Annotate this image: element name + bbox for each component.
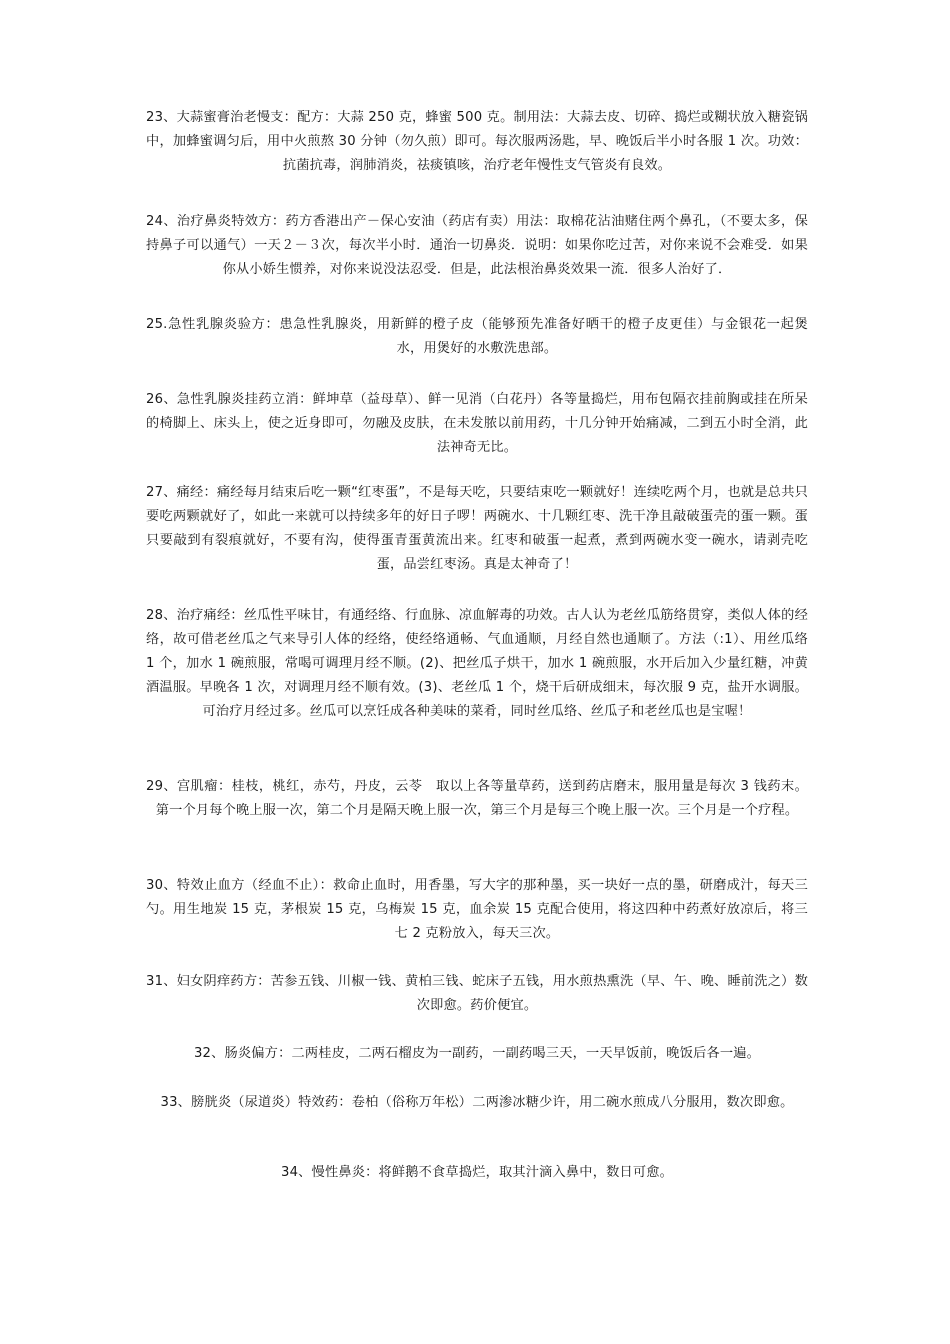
remedy-paragraph-33: 33、膀胱炎（尿道炎）特效药：卷柏（俗称万年松）二两渗冰糖少许，用二碗水煎成八分服用，数次即愈。 (160, 1095, 794, 1110)
remedy-paragraph-23: 23、大蒜蜜膏治老慢支：配方：大蒜 250 克，蜂蜜 500 克。制用法：大蒜去皮、切碎、捣烂或糊状放入糖瓷锅中，加蜂蜜调匀后，用中火煎熬 30 分钟（勿久煎）即可。每次服两汤匙，早、晚饭后半小时各服 1 次。功效：抗菌抗毒，润肺消炎，祛痰镇咳，治疗老年慢性支气管炎有良效。 (146, 110, 808, 173)
remedy-paragraph-26: 26、急性乳腺炎挂药立消：鲜坤草（益母草）、鲜一见消（白花丹）各等量捣烂，用布包隔衣挂前胸或挂在所呆的椅脚上、床头上，使之近身即可，勿融及皮肤，在未发脓以前用药，十几分钟开始痛减，二到五小时全消，此法神奇无比。 (146, 392, 808, 455)
remedy-paragraph-31: 31、妇女阴痒药方：苦参五钱、川椒一钱、黄柏三钱、蛇床子五钱，用水煎热熏洗（早、午、晚、睡前洗之）数次即愈。药价便宜。 (146, 974, 808, 1013)
remedy-paragraph-30: 30、特效止血方（经血不止）：救命止血时，用香墨，写大字的那种墨，买一块好一点的墨，研磨成汁，每天三勺。用生地炭 15 克，茅根炭 15 克，乌梅炭 15 克，血余炭 15 克配合使用，将这四种中药煮好放凉后，将三七 2 克粉放入，每天三次。 (146, 878, 808, 941)
remedy-paragraph-27: 27、痛经：痛经每月结束后吃一颗“红枣蛋”，不是每天吃，只要结束吃一颗就好！连续吃两个月，也就是总共只要吃两颗就好了，如此一来就可以持续多年的好日子啰！两碗水、十几颗红枣、洗干净且敲破蛋壳的蛋一颗。蛋只要敲到有裂痕就好，不要有沟，使得蛋青蛋黄流出来。红枣和破蛋一起煮，煮到两碗水变一碗水，请剥壳吃蛋，品尝红枣汤。真是太神奇了！ (146, 485, 808, 572)
remedy-paragraph-34: 34、慢性鼻炎：将鲜鹅不食草捣烂，取其汁滴入鼻中，数日可愈。 (280, 1165, 674, 1180)
remedy-paragraph-28: 28、治疗痛经：丝瓜性平味甘，有通经络、行血脉、凉血解毒的功效。古人认为老丝瓜筋络贯穿，类似人体的经络，故可借老丝瓜之气来导引人体的经络，使经络通畅、气血通顺，月经自然也通顺了。方法（:1）、用丝瓜络 1 个，加水 1 碗煎服，常喝可调理月经不顺。(2)、把丝瓜子烘干，加水 1 碗煎服，水开后加入少量红糖，冲黄酒温服。早晚各 1 次，对调理月经不顺有效。(3)、老丝瓜 1 个，烧干后研成细末，每次服 9 克，盐开水调服。可治疗月经过多。丝瓜可以烹饪成各种美味的菜肴，同时丝瓜络、丝瓜子和老丝瓜也是宝喔！ (146, 608, 808, 719)
remedy-paragraph-25: 25.急性乳腺炎验方：患急性乳腺炎，用新鲜的橙子皮（能够预先准备好晒干的橙子皮更佳）与金银花一起煲水，用煲好的水敷洗患部。 (146, 317, 808, 356)
remedy-paragraph-29: 29、宫肌瘤：桂枝，桃红，赤芍，丹皮，云苓 取以上各等量草药，送到药店磨末，服用量是每次 3 钱药末。第一个月每个晚上服一次，第二个月是隔天晚上服一次，第三个月是每三个晚上服一次。三个月是一个疗程。 (146, 779, 808, 818)
remedy-paragraph-24: 24、治疗鼻炎特效方：药方香港出产－保心安油（药店有卖）用法：取棉花沾油赌住两个鼻孔，（不要太多，保持鼻子可以通气）一天２－３次，每次半小时．通治一切鼻炎．说明：如果你吃过苦，对你来说不会难受．如果你从小娇生惯养，对你来说没法忍受．但是，此法根治鼻炎效果一流．很多人治好了． (146, 214, 808, 277)
remedy-paragraph-32: 32、肠炎偏方：二两桂皮，二两石榴皮为一副药，一副药喝三天，一天早饭前，晚饭后各一遍。 (193, 1046, 761, 1061)
